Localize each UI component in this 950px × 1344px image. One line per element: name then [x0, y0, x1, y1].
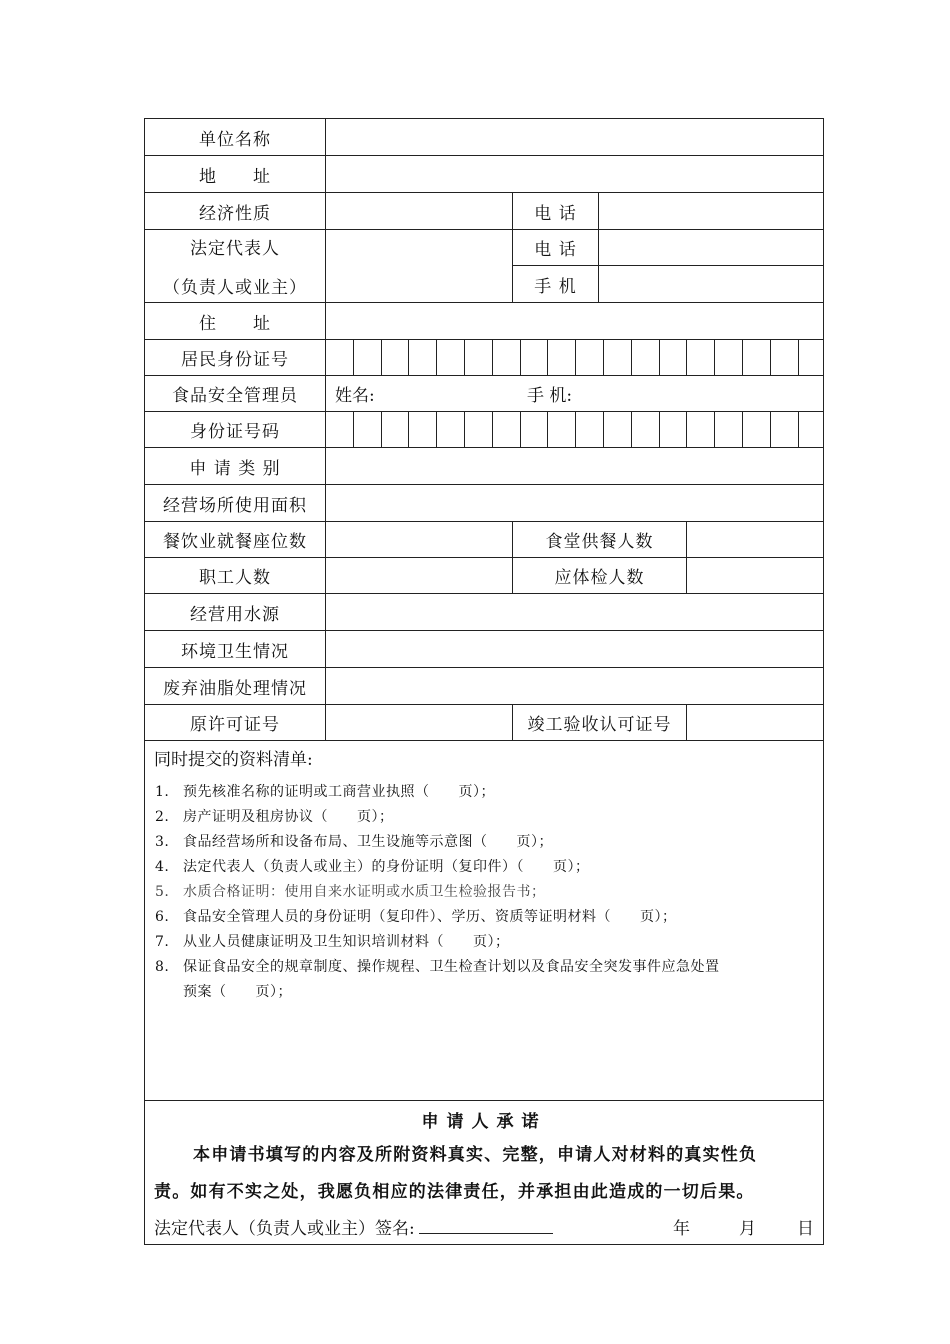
id-digit-box[interactable] [521, 340, 549, 375]
health-check-label: 应体检人数 [513, 558, 687, 593]
row-id-number [145, 340, 823, 376]
row-food-safety-manager [145, 376, 823, 412]
unit-name-label: 单位名称 [145, 119, 326, 155]
row-residence [145, 303, 823, 340]
id-digit-box[interactable] [576, 340, 604, 375]
materials-list-title: 同时提交的资料清单: [154, 750, 313, 770]
id-card-digit-box[interactable] [437, 412, 465, 447]
waste-oil-label: 废弃油脂处理情况 [145, 668, 326, 704]
promise-title: 申请人承诺 [421, 1112, 547, 1132]
seats-field[interactable] [326, 522, 513, 557]
list-item: 4. 法定代表人（负责人或业主）的身份证明（复印件）（ 页）； [155, 859, 590, 875]
signature-blank[interactable] [419, 1219, 553, 1234]
row-waste-oil [145, 668, 823, 705]
row-address [145, 156, 823, 193]
materials-list [145, 741, 823, 1101]
id-card-digit-box[interactable] [771, 412, 799, 447]
id-card-digit-box[interactable] [354, 412, 382, 447]
phone-label-1: 电 话 [513, 193, 599, 229]
id-digit-box[interactable] [687, 340, 715, 375]
legal-rep-phone-row [513, 230, 823, 266]
manager-mobile-label: 手 机: [527, 386, 573, 406]
id-card-digit-box[interactable] [604, 412, 632, 447]
row-premises-area [145, 485, 823, 522]
row-seats [145, 522, 823, 558]
id-digit-box[interactable] [493, 340, 521, 375]
seats-label: 餐饮业就餐座位数 [145, 522, 326, 557]
premises-area-field[interactable] [326, 485, 823, 521]
row-staff [145, 558, 823, 594]
residence-field[interactable] [326, 303, 823, 339]
id-digit-box[interactable] [382, 340, 410, 375]
id-card-digit-box[interactable] [382, 412, 410, 447]
health-check-field[interactable] [687, 558, 823, 593]
id-card-digit-box[interactable] [409, 412, 437, 447]
id-digit-box[interactable] [743, 340, 771, 375]
applicant-promise [145, 1101, 823, 1244]
water-source-field[interactable] [326, 594, 823, 630]
id-digit-box[interactable] [715, 340, 743, 375]
row-unit-name [145, 119, 823, 156]
id-digit-box[interactable] [632, 340, 660, 375]
id-card-digit-box[interactable] [493, 412, 521, 447]
id-card-digit-box[interactable] [465, 412, 493, 447]
legal-rep-mobile-row [513, 266, 823, 302]
original-license-label: 原许可证号 [145, 705, 326, 740]
legal-rep-label-line1: 法定代表人 [190, 239, 280, 259]
list-item-continuation: 预案（ 页）； [183, 984, 292, 1000]
id-card-digit-box[interactable] [799, 412, 827, 447]
row-license [145, 705, 823, 741]
id-card-digit-box[interactable] [632, 412, 660, 447]
phone-field-1[interactable] [599, 193, 823, 229]
phone-field-2[interactable] [599, 230, 823, 265]
list-item: 1. 预先核准名称的证明或工商营业执照（ 页）； [155, 784, 495, 800]
phone-label-2: 电 话 [513, 230, 599, 265]
legal-rep-label [145, 230, 326, 302]
legal-rep-field[interactable] [326, 230, 513, 302]
water-source-label: 经营用水源 [145, 594, 326, 630]
address-field[interactable] [326, 156, 823, 192]
application-category-label: 申 请 类 别 [145, 448, 326, 484]
list-item: 5. 水质合格证明：使用自来水证明或水质卫生检验报告书； [155, 884, 546, 900]
application-category-field[interactable] [326, 448, 823, 484]
id-digit-box[interactable] [604, 340, 632, 375]
manager-name-label: 姓名: [335, 386, 375, 406]
economic-nature-field[interactable] [326, 193, 513, 229]
id-card-digit-box[interactable] [715, 412, 743, 447]
premises-area-label: 经营场所使用面积 [145, 485, 326, 521]
id-card-digit-box[interactable] [521, 412, 549, 447]
date-day-label: 日 [797, 1219, 814, 1239]
list-item: 8. 保证食品安全的规章制度、操作规程、卫生检查计划以及食品安全突发事件应急处置 [155, 959, 720, 975]
address-label: 地 址 [145, 156, 326, 192]
date-year-label: 年 [673, 1219, 690, 1239]
promise-line-1: 本申请书填写的内容及所附资料真实、完整，申请人对材料的真实性负 [193, 1145, 758, 1165]
promise-line-2: 责。如有不实之处，我愿负相应的法律责任，并承担由此造成的一切后果。 [154, 1182, 755, 1202]
application-form [144, 118, 824, 1245]
economic-nature-label: 经济性质 [145, 193, 326, 229]
date-month-label: 月 [739, 1219, 756, 1239]
sanitation-label: 环境卫生情况 [145, 631, 326, 667]
id-digit-box[interactable] [465, 340, 493, 375]
list-item: 7. 从业人员健康证明及卫生知识培训材料（ 页）； [155, 934, 510, 950]
row-sanitation [145, 631, 823, 668]
staff-count-label: 职工人数 [145, 558, 326, 593]
id-number-label: 居民身份证号 [145, 340, 326, 375]
staff-count-field[interactable] [326, 558, 513, 593]
id-card-digit-box[interactable] [743, 412, 771, 447]
completion-cert-label: 竣工验收认可证号 [513, 705, 687, 740]
signature-row [154, 1214, 553, 1239]
row-application-category [145, 448, 823, 485]
waste-oil-field[interactable] [326, 668, 823, 704]
signature-label: 法定代表人（负责人或业主）签名: [154, 1219, 415, 1239]
id-digit-box[interactable] [409, 340, 437, 375]
row-economic-nature [145, 193, 823, 230]
mobile-label: 手 机 [513, 266, 599, 302]
sanitation-field[interactable] [326, 631, 823, 667]
residence-label: 住 址 [145, 303, 326, 339]
row-id-card-number [145, 412, 823, 448]
id-digit-box[interactable] [437, 340, 465, 375]
id-digit-box[interactable] [799, 340, 827, 375]
id-card-digit-box[interactable] [326, 412, 354, 447]
legal-rep-label-line2: （负责人或业主） [163, 278, 307, 298]
list-item: 2. 房产证明及租房协议（ 页）； [155, 809, 394, 825]
list-item: 6. 食品安全管理人员的身份证明（复印件）、学历、资质等证明材料（ 页）； [155, 909, 677, 925]
canteen-served-label: 食堂供餐人数 [513, 522, 687, 557]
food-safety-manager-label: 食品安全管理员 [145, 376, 326, 411]
id-card-digit-box[interactable] [548, 412, 576, 447]
list-item: 3. 食品经营场所和设备布局、卫生设施等示意图（ 页）； [155, 834, 553, 850]
canteen-served-field[interactable] [687, 522, 823, 557]
row-legal-rep [145, 230, 823, 303]
original-license-field[interactable] [326, 705, 513, 740]
id-digit-box[interactable] [326, 340, 354, 375]
id-digit-box[interactable] [660, 340, 688, 375]
id-digit-box[interactable] [771, 340, 799, 375]
unit-name-field[interactable] [326, 119, 823, 155]
completion-cert-field[interactable] [687, 705, 823, 740]
id-card-number-label: 身份证号码 [145, 412, 326, 447]
id-number-boxes[interactable] [326, 340, 823, 375]
id-card-digit-box[interactable] [576, 412, 604, 447]
mobile-field[interactable] [599, 266, 823, 302]
row-water-source [145, 594, 823, 631]
id-card-digit-box[interactable] [687, 412, 715, 447]
id-card-digit-box[interactable] [660, 412, 688, 447]
id-card-number-boxes[interactable] [326, 412, 823, 447]
id-digit-box[interactable] [354, 340, 382, 375]
id-digit-box[interactable] [548, 340, 576, 375]
